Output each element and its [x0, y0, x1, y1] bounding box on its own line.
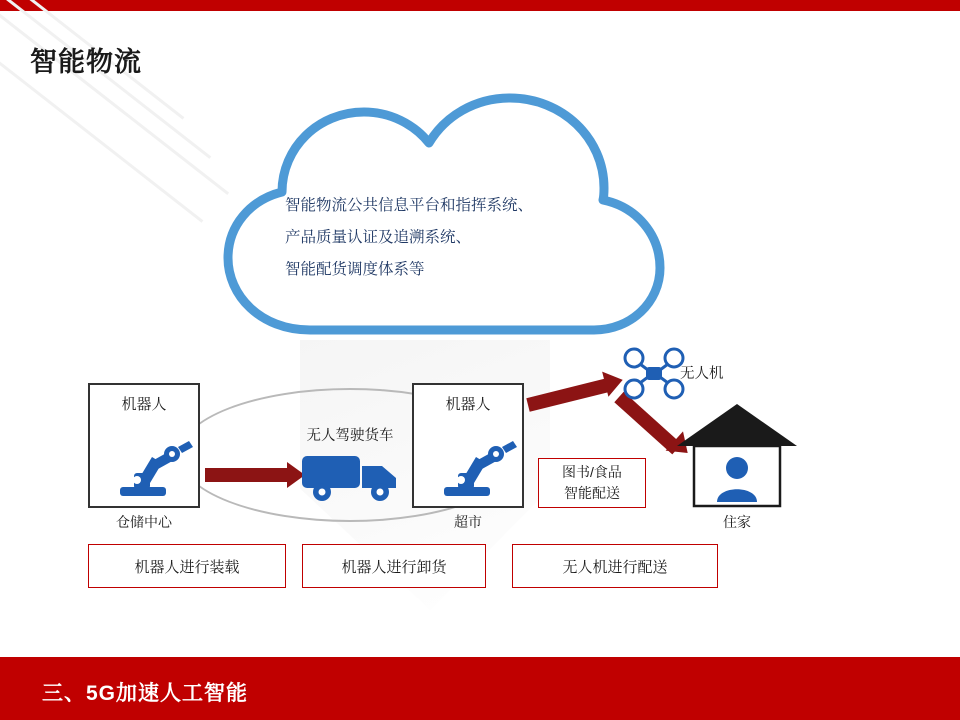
- delivery-note-line2: 智能配送: [564, 485, 620, 501]
- node-warehouse-robot-caption: 仓储中心: [116, 514, 172, 530]
- node-supermarket-robot-title: 机器人: [445, 396, 491, 413]
- step-box-3[interactable]: [512, 544, 718, 588]
- step-label-3: 无人机进行配送: [562, 558, 668, 576]
- footer-title: 三、5G加速人工智能: [42, 682, 249, 705]
- step-box-1[interactable]: [88, 544, 286, 588]
- robot-arm-icon: [90, 433, 202, 503]
- step-label-2: 机器人进行卸货: [341, 558, 447, 576]
- node-warehouse-robot-title: 机器人: [121, 396, 167, 413]
- node-supermarket-robot[interactable]: [412, 383, 524, 508]
- decorative-stripe: [0, 60, 203, 222]
- arrow-warehouse-to-truck: [205, 468, 287, 482]
- node-supermarket-robot-caption: 超市: [454, 514, 482, 530]
- robot-arm-icon: [414, 433, 526, 503]
- cloud-line-3: 智能配货调度体系等: [285, 261, 425, 278]
- truck-icon[interactable]: [300, 448, 410, 508]
- house-person-icon[interactable]: [672, 398, 802, 508]
- footer-divider: [0, 648, 960, 657]
- cloud-shape: [190, 80, 690, 350]
- cloud-text-block: [285, 190, 625, 286]
- delivery-note-box[interactable]: [538, 458, 646, 508]
- node-drone-title: 无人机: [680, 366, 724, 382]
- step-label-1: 机器人进行装载: [134, 558, 240, 576]
- node-house-caption: 住家: [723, 514, 751, 530]
- node-truck-title: 无人驾驶货车: [306, 428, 394, 444]
- cloud-line-2: 产品质量认证及追溯系统、: [285, 229, 472, 246]
- cloud-line-1: 智能物流公共信息平台和指挥系统、: [285, 197, 534, 214]
- decorative-stripe: [0, 0, 211, 159]
- step-box-2[interactable]: [302, 544, 486, 588]
- delivery-note-line1: 图书/食品: [562, 464, 622, 480]
- node-warehouse-robot[interactable]: [88, 383, 200, 508]
- page-title: 智能物流: [30, 47, 142, 77]
- top-red-bar: [0, 0, 960, 11]
